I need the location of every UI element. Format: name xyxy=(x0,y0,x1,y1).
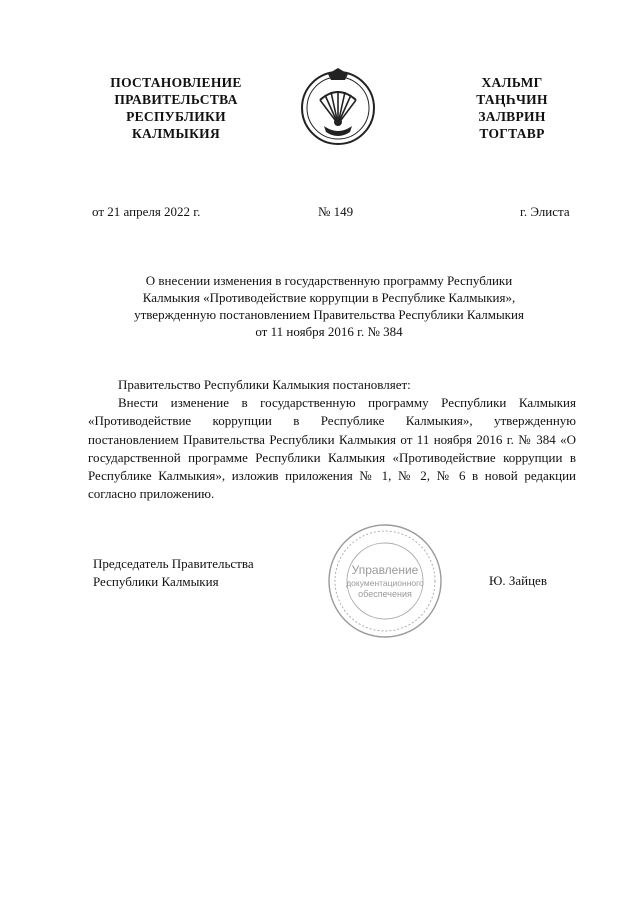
signatory-name: Ю. Зайцев xyxy=(489,573,547,588)
signatory-position-line: Республики Калмыкия xyxy=(93,574,219,589)
official-stamp xyxy=(326,522,444,640)
header-left-line: КАЛМЫКИЯ xyxy=(131,126,221,141)
header-right-line: ТАҢҺЧИН xyxy=(476,92,548,107)
body-paragraph: Внести изменение в государственную программу Республики Калмыкия «Противодействие коррупции в Республике Калмыкия», утвержденную постановлением Правительства Республики Калмыкия от 11 ноября 2016 г. № 384 «О государственной программе Республики Калмыкия «Противодействие коррупции в Республике Калмыкия», изложив приложения № 1, № 2, № 6 в новой редакции согласно приложению. xyxy=(88,395,576,502)
header-right-line: ЗАЛВРИН xyxy=(478,109,546,124)
title-line: от 11 ноября 2016 г. № 384 xyxy=(255,324,403,339)
header-title-russian xyxy=(92,74,260,142)
header-title-kalmyk xyxy=(452,74,572,142)
document-number: № 149 xyxy=(318,204,354,219)
coat-of-arms-icon xyxy=(298,64,378,150)
title-line: Калмыкия «Противодействие коррупции в Республике Калмыкия», xyxy=(142,290,516,305)
document-date: от 21 апреля 2022 г. xyxy=(92,204,201,219)
stamp-text-line: документационного xyxy=(346,578,424,588)
signatory-position xyxy=(93,555,254,591)
title-line: О внесении изменения в государственную программу Республики xyxy=(145,273,513,288)
stamp-text-line: обеспечения xyxy=(358,589,412,599)
document-body xyxy=(88,376,576,503)
body-intro: Правительство Республики Калмыкия постановляет: xyxy=(118,377,411,392)
stamp-text-line: Управление xyxy=(351,563,419,577)
signatory-position-line: Председатель Правительства xyxy=(93,556,254,571)
header-right-line: ТОГТАВР xyxy=(479,126,545,141)
document-city: г. Элиста xyxy=(520,204,570,219)
document-title xyxy=(96,272,562,340)
header-left-line: ПОСТАНОВЛЕНИЕ xyxy=(110,75,242,90)
header-left-line: ПРАВИТЕЛЬСТВА xyxy=(114,92,238,107)
title-line: утвержденную постановлением Правительства Республики Калмыкия xyxy=(134,307,524,322)
header-right-line: ХАЛЬМГ xyxy=(481,75,543,90)
header-left-line: РЕСПУБЛИКИ xyxy=(126,109,226,124)
